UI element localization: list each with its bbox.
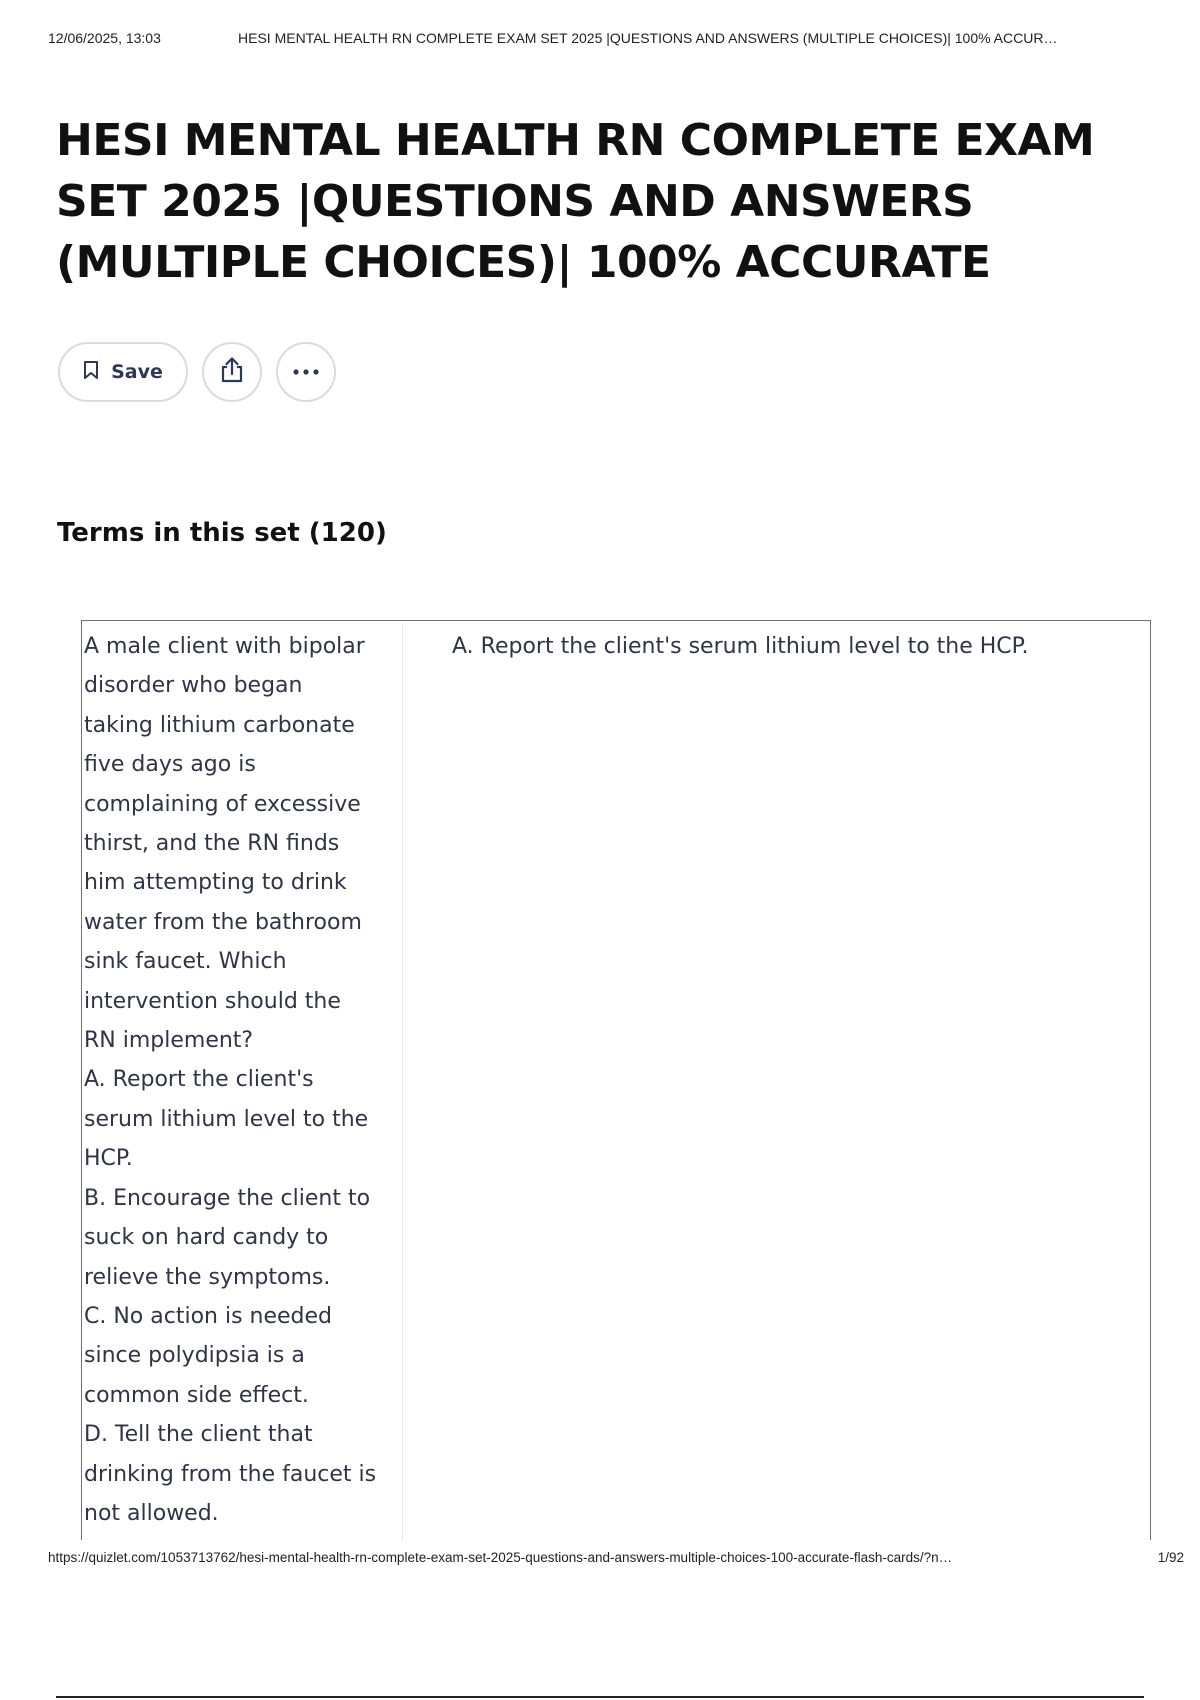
term-line: disorder who began xyxy=(84,673,303,699)
term-line: thirst, and the RN finds xyxy=(84,831,340,857)
print-footer xyxy=(48,1550,1188,1570)
term-line: water from the bathroom xyxy=(84,909,362,935)
term-line: drinking from the faucet is xyxy=(84,1461,377,1487)
term-line: C. No action is needed xyxy=(84,1303,333,1329)
print-header xyxy=(48,30,1188,52)
save-button[interactable] xyxy=(58,342,188,402)
definition-text: A. Report the client's serum lithium level to the HCP. xyxy=(452,634,1029,659)
term-line: HCP. xyxy=(84,1146,133,1172)
term-line: five days ago is xyxy=(84,752,256,778)
more-options-button[interactable] xyxy=(276,342,336,402)
term-line: complaining of excessive xyxy=(84,791,361,817)
print-url: https://quizlet.com/1053713762/hesi-mental-health-rn-complete-exam-set-2025-questions-and-answers-multiple-choices-100-accurate-flash-cards/?n… xyxy=(48,1550,953,1565)
term-line: common side effect. xyxy=(84,1382,309,1408)
terms-heading: Terms in this set (120) xyxy=(57,518,387,548)
term-line: since polydipsia is a xyxy=(84,1343,305,1369)
term-text xyxy=(84,627,384,1533)
term-line: A male client with bipolar xyxy=(84,634,365,659)
more-icon xyxy=(292,363,320,381)
term-line: intervention should the xyxy=(84,988,341,1014)
card-divider xyxy=(402,625,403,1540)
share-button[interactable] xyxy=(202,342,262,402)
term-card xyxy=(81,620,1151,1540)
term-line: taking lithium carbonate xyxy=(84,712,355,738)
print-document-title: HESI MENTAL HEALTH RN COMPLETE EXAM SET 2025 |QUESTIONS AND ANSWERS (MULTIPLE CHOICES)| 100% ACCUR… xyxy=(238,30,1058,46)
bottom-divider xyxy=(56,1696,1144,1698)
save-button-label: Save xyxy=(111,361,163,383)
term-line: A. Report the client's xyxy=(84,1067,314,1093)
term-line: serum lithium level to the xyxy=(84,1106,369,1132)
term-line: him attempting to drink xyxy=(84,870,347,896)
term-line: sink faucet. Which xyxy=(84,949,287,975)
print-timestamp: 12/06/2025, 13:03 xyxy=(48,30,161,46)
share-icon xyxy=(219,356,245,389)
term-line: suck on hard candy to xyxy=(84,1225,329,1251)
term-line: relieve the symptoms. xyxy=(84,1264,331,1290)
page-number: 1/92 xyxy=(1157,1550,1184,1565)
set-title: HESI MENTAL HEALTH RN COMPLETE EXAM SET 2025 |QUESTIONS AND ANSWERS (MULTIPLE CHOICES)| 100% ACCURATE xyxy=(56,115,1095,288)
term-line: D. Tell the client that xyxy=(84,1422,313,1448)
term-line: B. Encourage the client to xyxy=(84,1185,371,1211)
set-actions xyxy=(58,342,336,402)
bookmark-icon xyxy=(83,360,99,385)
term-line: not allowed. xyxy=(84,1500,219,1526)
term-line: RN implement? xyxy=(84,1028,254,1054)
